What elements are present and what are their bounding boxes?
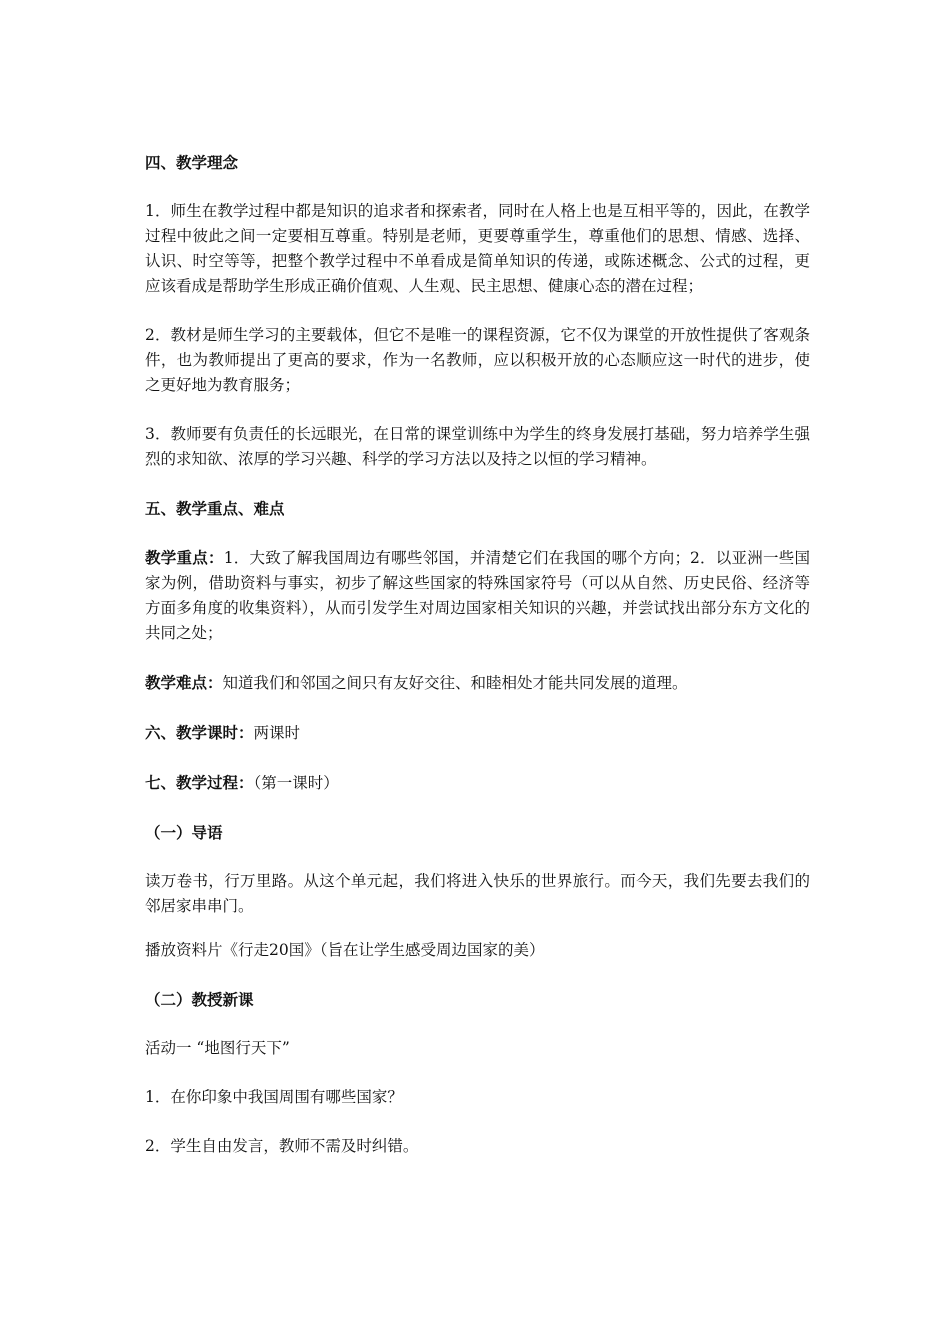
key-points-text: 1．大致了解我国周边有哪些邻国，并清楚它们在我国的哪个方向；2．以亚洲一些国家为例，借助资料与事实，初步了解这些国家的特殊国家符号（可以从自然、历史民俗、经济等方面多角度的收集资料），从而引发学生对周边国家相关知识的兴趣，并尝试找出部分东方文化的共同之处； — [145, 549, 810, 642]
section4-paragraph-2: 2．教材是师生学习的主要载体，但它不是唯一的课程资源，它不仅为课堂的开放性提供了客观条件，也为教师提出了更高的要求，作为一名教师，应以积极开放的心态顺应这一时代的进步，使之更好地为教育服务； — [145, 326, 810, 394]
section7-label: 七、教学过程： — [145, 773, 254, 792]
question-2: 2．学生自由发言，教师不需及时纠错。 — [145, 1137, 419, 1155]
part1-heading: （一）导语 — [145, 823, 223, 842]
section4-paragraph-3: 3．教师要有负责任的长远眼光，在日常的课堂训练中为学生的终身发展打基础，努力培养学生强烈的求知欲、浓厚的学习兴趣、科学的学习方法以及持之以恒的学习精神。 — [145, 425, 810, 468]
section6-text: 两课时 — [253, 724, 301, 742]
section7-line — [145, 770, 810, 796]
part1-paragraph-2: 播放资料片《行走20国》（旨在让学生感受周边国家的美） — [145, 941, 545, 959]
section6-label: 六、教学课时： — [145, 723, 254, 742]
key-points-label: 教学重点： — [145, 548, 224, 567]
difficulty-text: 知道我们和邻国之间只有友好交往、和睦相处才能共同发展的道理。 — [222, 674, 688, 692]
section7-text: （第一课时） — [253, 774, 339, 792]
key-points-paragraph — [145, 545, 810, 646]
section5-heading: 五、教学重点、难点 — [145, 499, 285, 518]
section4-heading: 四、教学理念 — [145, 153, 239, 172]
activity1-title: 活动一 “地图行天下” — [145, 1039, 290, 1057]
question-1: 1．在你印象中我国周围有哪些国家？ — [145, 1088, 403, 1106]
difficulty-label: 教学难点： — [145, 673, 223, 692]
difficulty-paragraph — [145, 670, 810, 696]
part1-paragraph-1: 读万卷书，行万里路。从这个单元起，我们将进入快乐的世界旅行。而今天，我们先要去我们的邻居家串串门。 — [145, 872, 810, 915]
document-page — [145, 150, 810, 1183]
section6-line — [145, 720, 810, 746]
section4-paragraph-1: 1．师生在教学过程中都是知识的追求者和探索者，同时在人格上也是互相平等的，因此，在教学过程中彼此之间一定要相互尊重。特别是老师，更要尊重学生，尊重他们的思想、情感、选择、认识、时空等等，把整个教学过程中不单看成是简单知识的传递，或陈述概念、公式的过程，更应该看成是帮助学生形成正确价值观、人生观、民主思想、健康心态的潜在过程； — [145, 202, 810, 295]
part2-heading: （二）教授新课 — [145, 990, 254, 1009]
